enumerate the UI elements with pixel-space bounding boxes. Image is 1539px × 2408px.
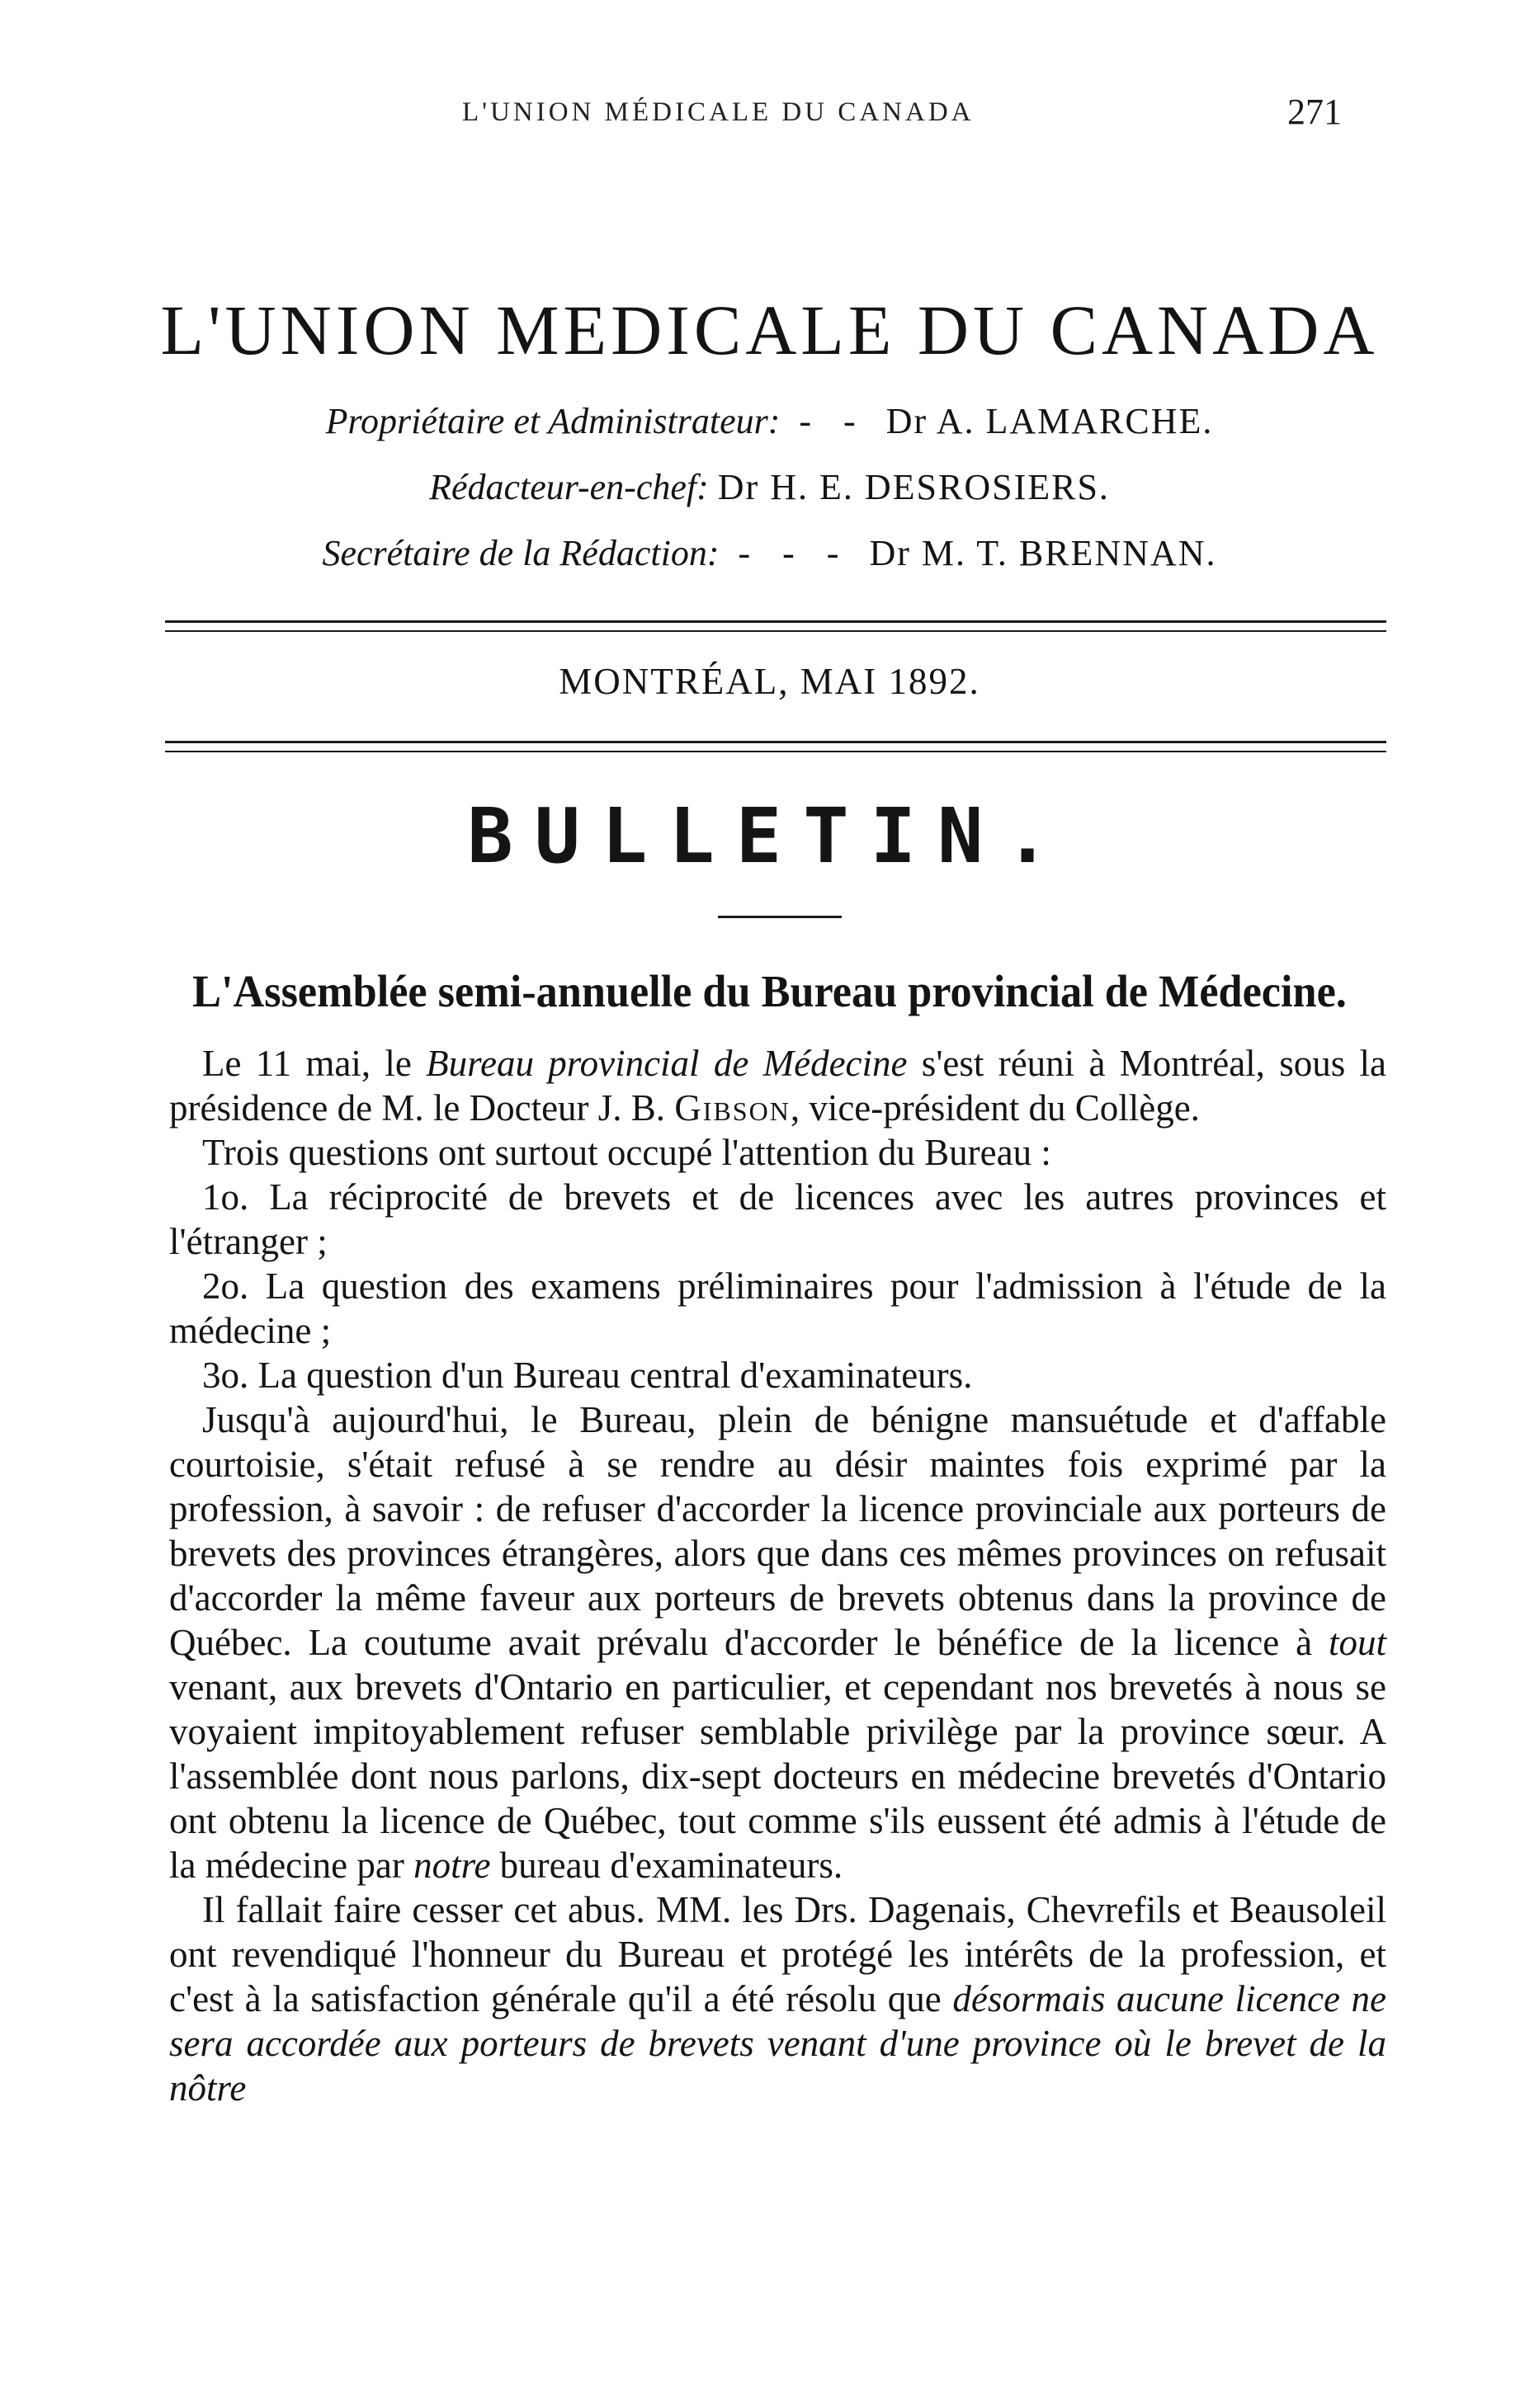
credit-secretary	[0, 532, 1539, 574]
credit-dashes: - - -	[738, 533, 851, 573]
paragraph: Trois questions ont surtout occupé l'attention du Bureau :	[202, 1132, 1051, 1173]
masthead-title: L'UNION MEDICALE DU CANADA	[160, 290, 1379, 370]
credit-editor	[0, 466, 1539, 508]
credit-role: Secrétaire de la Rédaction:	[322, 533, 720, 573]
running-head: L'UNION MÉDICALE DU CANADA	[462, 97, 975, 127]
page-number: 271	[1287, 92, 1342, 132]
short-divider	[718, 916, 842, 918]
paragraph: Jusqu'à aujourd'hui, le Bureau, plein de bénigne mansuétude et d'affable courtoisie, s'était refusé à se rendre au désir maintes fois exprimé par la profession, à savoir : de refuser d'accorder la licence provinciale aux porteurs de brevets des provinces étrangères, alors que dans ces mêmes provinces on refusait d'accorder la même faveur aux porteurs de brevets obtenus dans la province de Québec. La coutume avait prévalu d'accorder le bénéfice de la licence à tout venant, aux brevets d'Ontario en particulier, et cependant nos brevetés à nous se voyaient impitoyablement refuser semblable privilège par la province sœur. A l'assemblée dont nous parlons, dix-sept docteurs en médecine brevetés d'Ontario ont obtenu la licence de Québec, tout comme s'ils eussent été admis à l'étude de la médecine par notre bureau d'examinateurs.	[169, 1399, 1386, 1886]
credit-proprietor	[0, 400, 1539, 442]
article-body	[169, 1041, 1386, 2110]
credit-name: Dr H. E. DESROSIERS.	[717, 467, 1110, 507]
section-label: BULLETIN.	[467, 792, 1072, 880]
divider-rule	[165, 751, 1386, 752]
paragraph: Il fallait faire cesser cet abus. MM. les Drs. Dagenais, Chevrefils et Beausoleil ont revendiqué l'honneur du Bureau et protégé les intérêts de la profession, et c'est à la satisfaction générale qu'il a été résolu que désormais aucune licence ne sera accordée aux porteurs de brevets venant d'une province où le brevet de la nôtre	[169, 1889, 1386, 2109]
paragraph: 1o. La réciprocité de brevets et de licences avec les autres provinces et l'étranger ;	[169, 1176, 1386, 1262]
divider-rule	[165, 630, 1386, 632]
dateline: MONTRÉAL, MAI 1892.	[559, 661, 980, 702]
credit-dashes: - -	[799, 401, 867, 441]
credit-name: Dr A. LAMARCHE.	[885, 401, 1214, 441]
paragraph: 2o. La question des examens préliminaires pour l'admission à l'étude de la médecine ;	[169, 1265, 1386, 1351]
paragraph: 3o. La question d'un Bureau central d'examinateurs.	[202, 1355, 973, 1396]
credit-name: Dr M. T. BRENNAN.	[869, 533, 1217, 573]
credit-role: Propriétaire et Administrateur:	[325, 401, 781, 441]
section-heading: L'Assemblée semi-annuelle du Bureau provincial de Médecine.	[192, 966, 1347, 1016]
credit-role: Rédacteur-en-chef:	[429, 467, 709, 507]
divider-rule	[165, 741, 1386, 743]
paragraph: Le 11 mai, le Bureau provincial de Médecine s'est réuni à Montréal, sous la présidence de M. le Docteur J. B. Gibson, vice-président du Collège.	[169, 1043, 1387, 1129]
divider-rule	[165, 620, 1386, 623]
